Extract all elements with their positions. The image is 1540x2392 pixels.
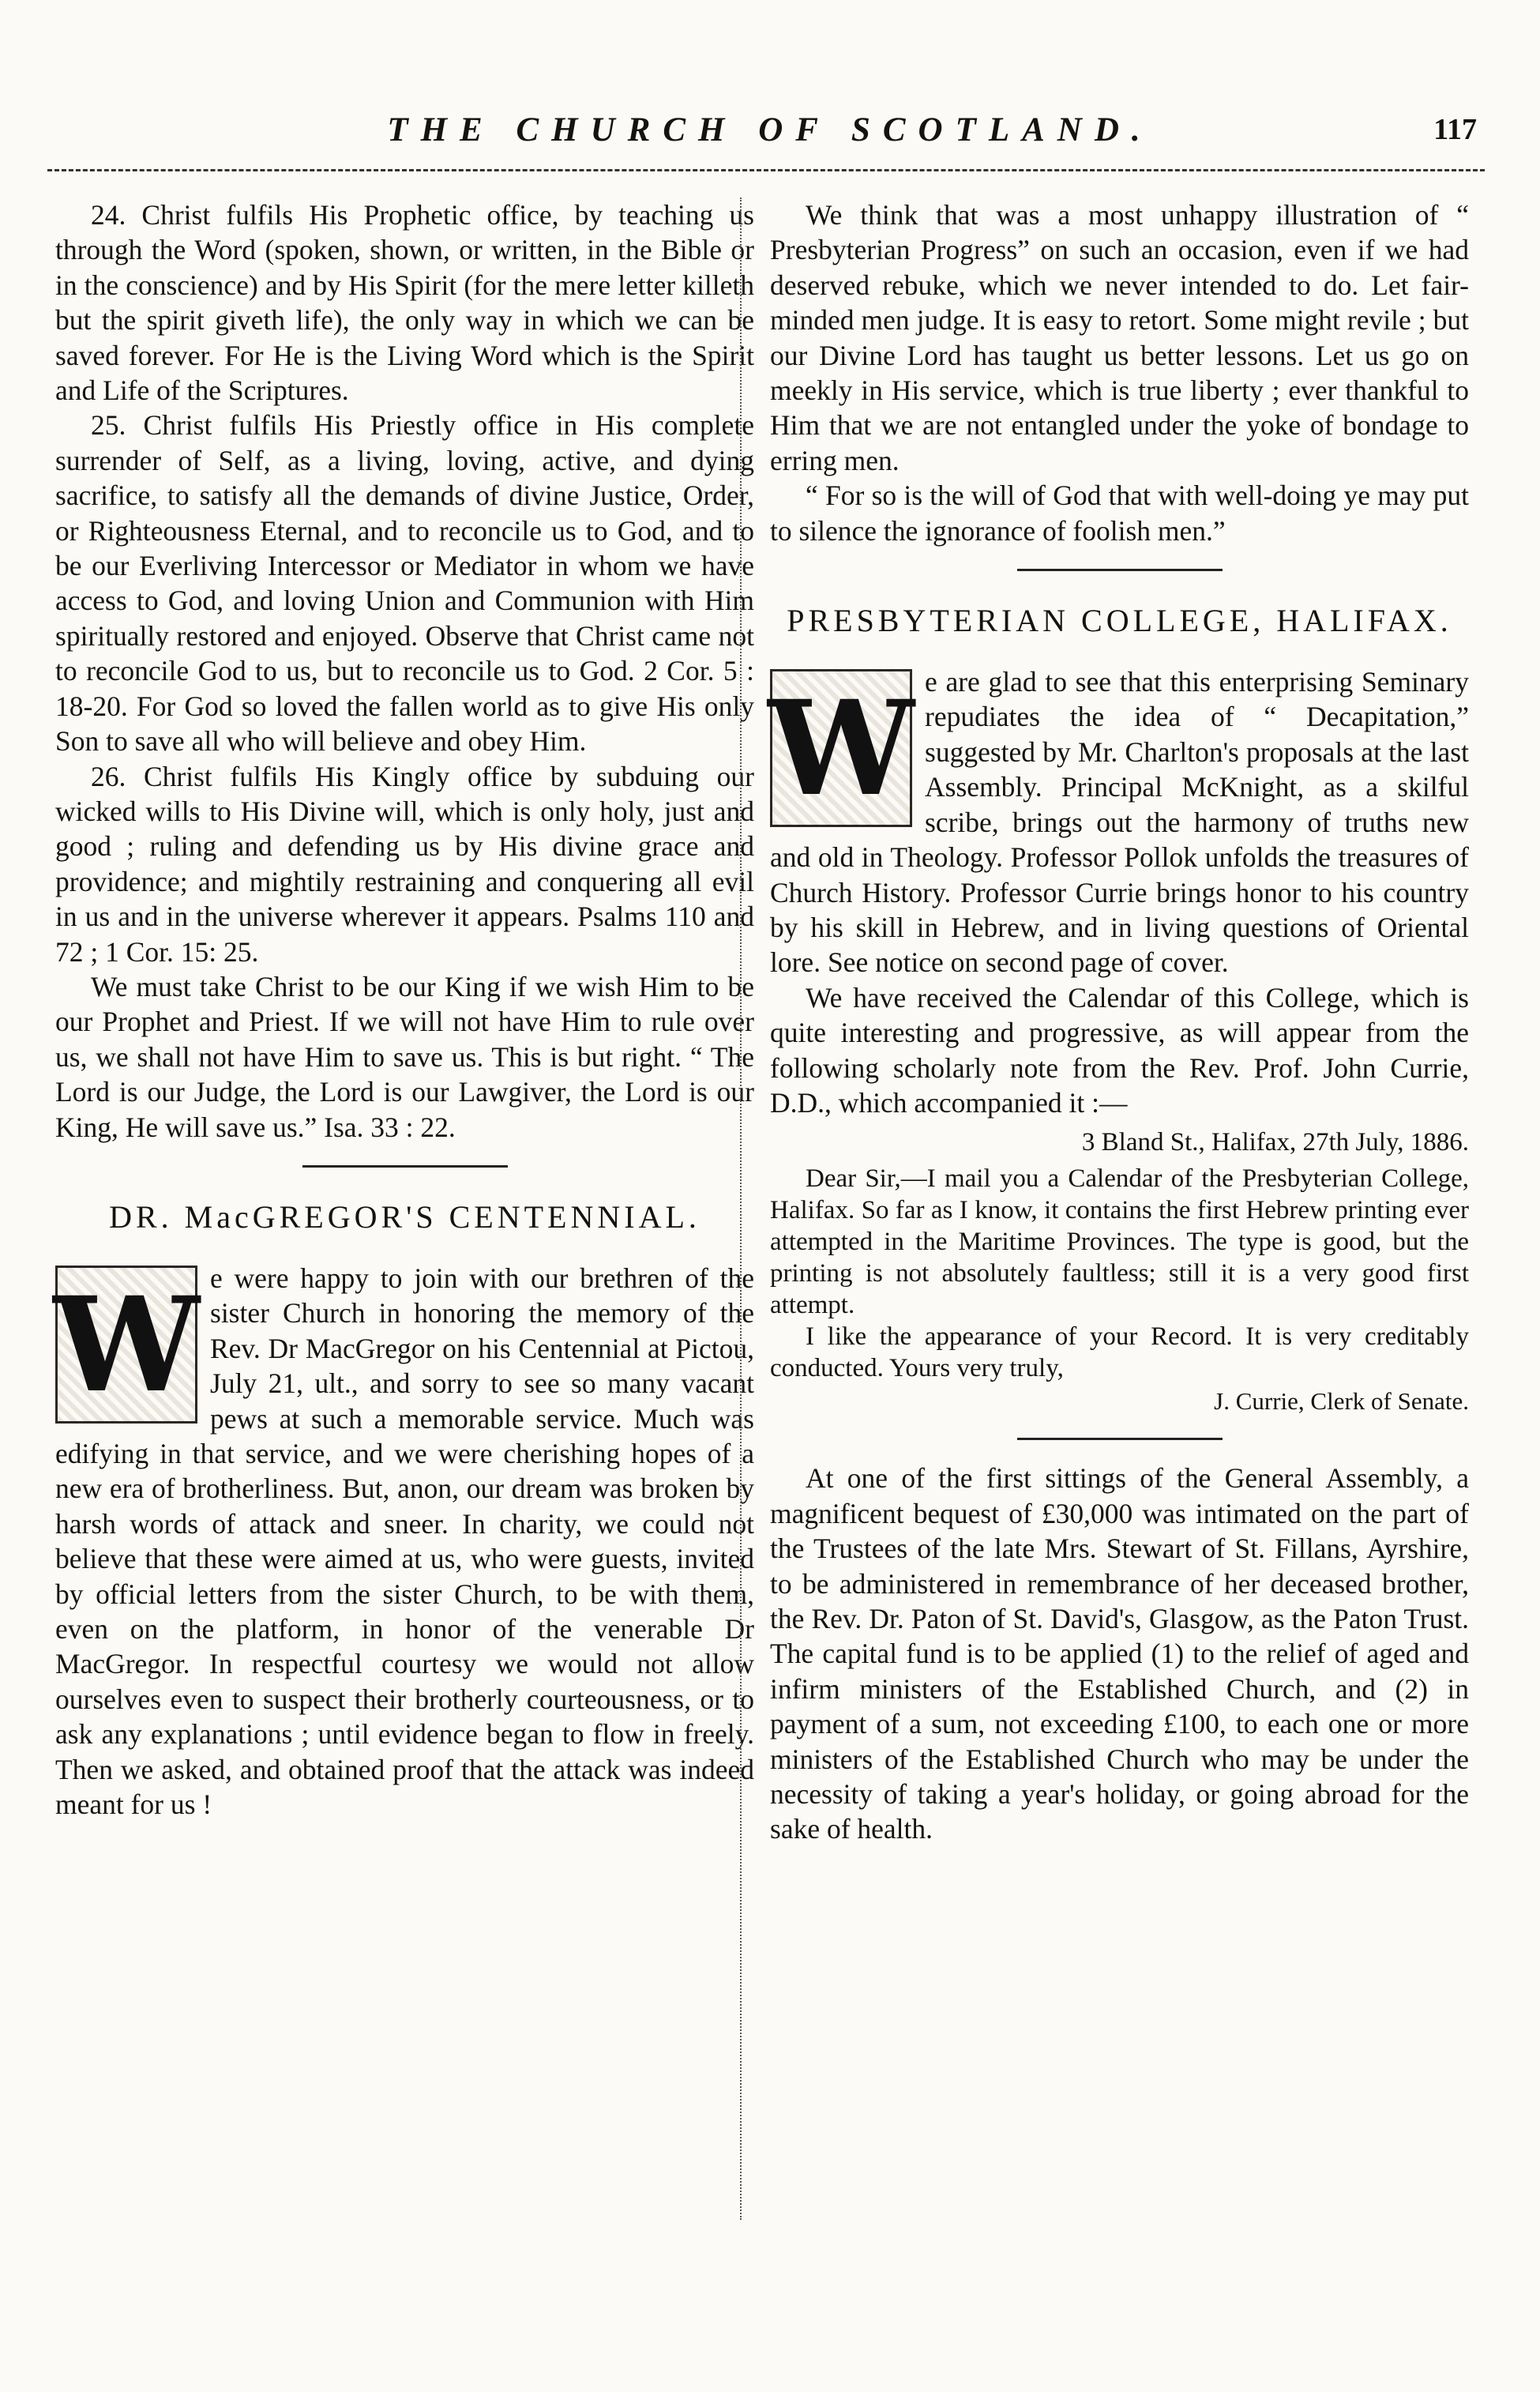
header-rule [47, 169, 1485, 171]
page-number: 117 [1433, 113, 1477, 146]
ornamental-initial [768, 669, 915, 827]
section-heading-college: PRESBYTERIAN COLLEGE, HALIFAX. [787, 603, 1452, 639]
paragraph-college-intro: e are glad to see that this enterprising Seminary repudiates the idea of “ Decapitation,” suggested by Mr. Charlton's proposals at the last Assembly. Principal McKnight, as a skilful scribe, brings out the harmony of truths new and old in Theology. Professor Pollok unfolds the treasures of Church History. Professor Currie brings honor to his country by his skill in Hebrew, and in living questions of Oriental lore. See notice on second page of cover. [770, 666, 1469, 979]
letter-paragraph: Dear Sir,—I mail you a Calendar of the Presbyterian College, Halifax. So far as I know, it contains the first Hebrew printing ever attempted in the Maritime Provinces. The type is good, but the printing is not absolutely faultless; still it is a very good first attempt. [770, 1164, 1469, 1320]
paragraph-scripture-quote: “ For so is the will of God that with well-doing ye may put to silence the ignorance of foolish men.” [770, 480, 1469, 547]
paragraph-centennial: e were happy to join with our brethren of the sister Church in honoring the memory of the Rev. Dr MacGregor on his Centennial at Pictou, July 21, ult., and sorry to see so many vacant pews at such a memorable service. Much was edifying in that service, and we were cherishing hopes of a new era of brotherliness. But, anon, our dream was broken by harsh words of attack and sneer. In charity, we could not believe that these were aimed at us, who were guests, invited by official letters from the sister Church, to be with them, even on the platform, in honor of the venerable Dr MacGregor. In respectful courtesy we would not allow ourselves even to suspect their brotherly courteousness, or to ask any explanations ; until evidence began to flow in freely. Then we asked, and obtained proof that the attack was indeed meant for us ! [55, 1262, 754, 1821]
section-heading-centennial: DR. MacGREGOR'S CENTENNIAL. [109, 1198, 701, 1235]
ornamental-initial [53, 1266, 200, 1424]
section-rule [1017, 569, 1223, 571]
letter-block [770, 1126, 1469, 1417]
paragraph-priestly-office: 25. Christ fulfils His Priestly office in His complete surrender of Self, as a living, loving, active, and dying sacrifice, to satisfy all the demands of divine Justice, Order, or Righteousness Eternal, and to reconcile us to God, and to be our Everliving Intercessor or Mediator in whom we have access to God, and loving Union and Communion with Him spiritually restored and enjoyed. Observe that Christ came not to reconcile God to us, but to reconcile us to God. 2 Cor. 5 : 18-20. For God so loved the fallen world as to give His only Son to save all who will believe and obey Him. [55, 409, 754, 758]
paragraph-calendar: We have received the Calendar of this College, which is quite interesting and progressive, as will appear from the following scholarly note from the Rev. Prof. John Currie, D.D., which accompanied it :— [770, 981, 1469, 1119]
left-column [55, 197, 754, 1822]
letter-dateline: 3 Bland St., Halifax, 27th July, 1886. [1081, 1128, 1469, 1157]
ornamental-initial-letter: W [768, 671, 915, 825]
paragraph-prophetic-office: 24. Christ fulfils His Prophetic office, by teaching us through the Word (spoken, shown, or written, in the Bible or in the conscience) and by His Spirit (for the mere letter killeth but the spirit giveth life), the only way in which we can be saved forever. For He is the Living Word which is the Spirit and Life of the Scriptures. [55, 199, 754, 407]
paragraph-unhappy-illustration: We think that was a most unhappy illustration of “ Presbyterian Progress” on such an occasion, even if we had deserved rebuke, which we never intended to do. Let fair-minded men judge. It is easy to retort. Some might revile ; but our Divine Lord has taught us better lessons. Let us go on meekly in His service, which is true liberty ; ever thankful to Him that we are not entangled under the yoke of bondage to erring men. [770, 199, 1469, 476]
paragraph-christ-king: We must take Christ to be our King if we wish Him to be our Prophet and Priest. If we will not have Him to rule over us, we shall not have Him to save us. This is but right. “ The Lord is our Judge, the Lord is our Lawgiver, the Lord is our King, He will save us.” Isa. 33 : 22. [55, 970, 754, 1143]
paragraph-paton-bequest: At one of the first sittings of the General Assembly, a magnificent bequest of £30,000 was intimated on the part of the Trustees of the late Mrs. Stewart of St. Fillans, Ayrshire, to be administered in remembrance of her deceased brother, the Rev. Dr. Paton of St. David's, Glasgow, as the Paton Trust. The capital fund is to be applied (1) to the relief of aged and infirm ministers of the Established Church, and (2) in payment of a sum, not exceeding £100, to each one or more ministers of the Established Church who may be under the necessity of taking a year's holiday, or going abroad for the sake of health. [770, 1462, 1469, 1845]
letter-signature: J. Currie, Clerk of Senate. [1214, 1387, 1469, 1416]
section-rule [1017, 1438, 1223, 1440]
paragraph-kingly-office: 26. Christ fulfils His Kingly office by subduing our wicked wills to His Divine will, which is only holy, just and good ; ruling and defending us by His divine grace and providence; and mightily restraining and conquering all evil in us and in the universe wherever it appears. Psalms 110 and 72 ; 1 Cor. 15: 25. [55, 760, 754, 968]
letter-paragraph: I like the appearance of your Record. It is very creditably conducted. Yours very truly, [770, 1322, 1469, 1383]
page-header [47, 103, 1493, 158]
ornamental-initial-letter: W [53, 1267, 200, 1421]
section-rule [302, 1165, 508, 1168]
right-column [770, 197, 1469, 1847]
column-divider [740, 197, 742, 2220]
running-title: THE CHURCH OF SCOTLAND. [387, 111, 1153, 149]
